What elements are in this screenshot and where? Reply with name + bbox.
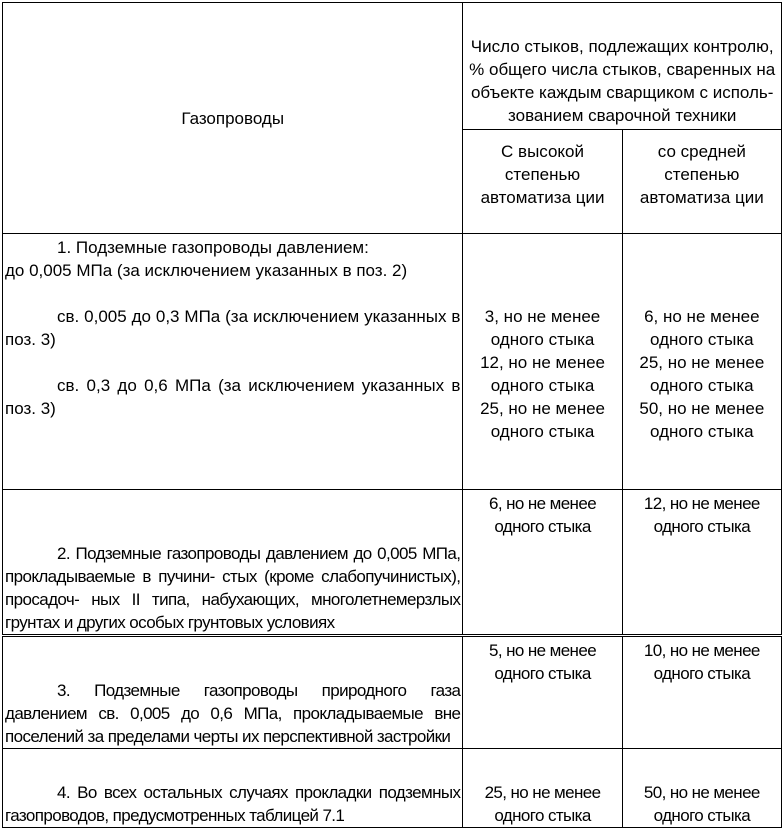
header-medium-automation: со средней степенью автоматиза ции bbox=[622, 130, 781, 234]
row1-description bbox=[3, 234, 463, 490]
table-row bbox=[3, 490, 782, 636]
row1-high-1: 3, но не менее одного стыка bbox=[484, 307, 601, 349]
row2-description: 2. Подземные газопроводы давлением до 0,005 МПа, прокладываемые в пучини- стых (кроме слабопучинистых), просадоч- ных II типа, набухающих, многолетнемерзлых грунтах и других особых грунтовых условиях bbox=[3, 490, 463, 636]
header-high-automation: С высокой степенью автоматиза ции bbox=[463, 130, 622, 234]
row1-para1: 1. Подземные газопроводы давлением: bbox=[57, 238, 369, 257]
row1-mid-3: 50, но не менее одного стыка bbox=[639, 399, 765, 441]
row4-mid: 50, но не менее одного стыка bbox=[622, 749, 781, 828]
row3-mid: 10, но не менее одного стыка bbox=[622, 636, 781, 749]
table-row bbox=[3, 234, 782, 490]
row1-mid-2: 25, но не менее одного стыка bbox=[639, 353, 765, 395]
row3-description: 3. Подземные газопроводы природного газа давлением св. 0,005 до 0,6 МПа, прокладываемые вне поселений за пределами черты их перспективной застройки bbox=[3, 636, 463, 749]
weld-control-table bbox=[2, 2, 782, 828]
row1-para3: св. 0,3 до 0,6 МПа (за исключением указанных в поз. 3) bbox=[5, 376, 461, 418]
row4-high: 25, но не менее одного стыка bbox=[463, 749, 622, 828]
row1-high-2: 12, но не менее одного стыка bbox=[480, 353, 605, 395]
row1-mid bbox=[622, 234, 781, 490]
header-pipelines: Газопроводы bbox=[3, 3, 463, 234]
row1-high bbox=[463, 234, 622, 490]
row1-mid-1: 6, но не менее одного стыка bbox=[644, 307, 760, 349]
row3-high: 5, но не менее одного стыка bbox=[463, 636, 622, 749]
row1-high-3: 25, но не менее одного стыка bbox=[480, 399, 605, 441]
header-row bbox=[3, 3, 782, 130]
table-row bbox=[3, 636, 782, 749]
row2-high: 6, но не менее одного стыка bbox=[463, 490, 622, 636]
header-group: Число стыков, подлежащих контролю, % общего числа стыков, сваренных на объекте каждым сварщиком с использованием сварочной техники bbox=[463, 3, 782, 130]
row1-para2: св. 0,005 до 0,3 МПа (за исключением указанных в поз. 3) bbox=[5, 307, 461, 349]
row2-mid: 12, но не менее одного стыка bbox=[622, 490, 781, 636]
row4-description: 4. Во всех остальных случаях прокладки подземных газопроводов, предусмотренных таблицей 7.1 bbox=[3, 749, 463, 828]
row1-para1b: до 0,005 МПа (за исключением указанных в поз. 2) bbox=[5, 261, 408, 280]
table-row bbox=[3, 749, 782, 828]
